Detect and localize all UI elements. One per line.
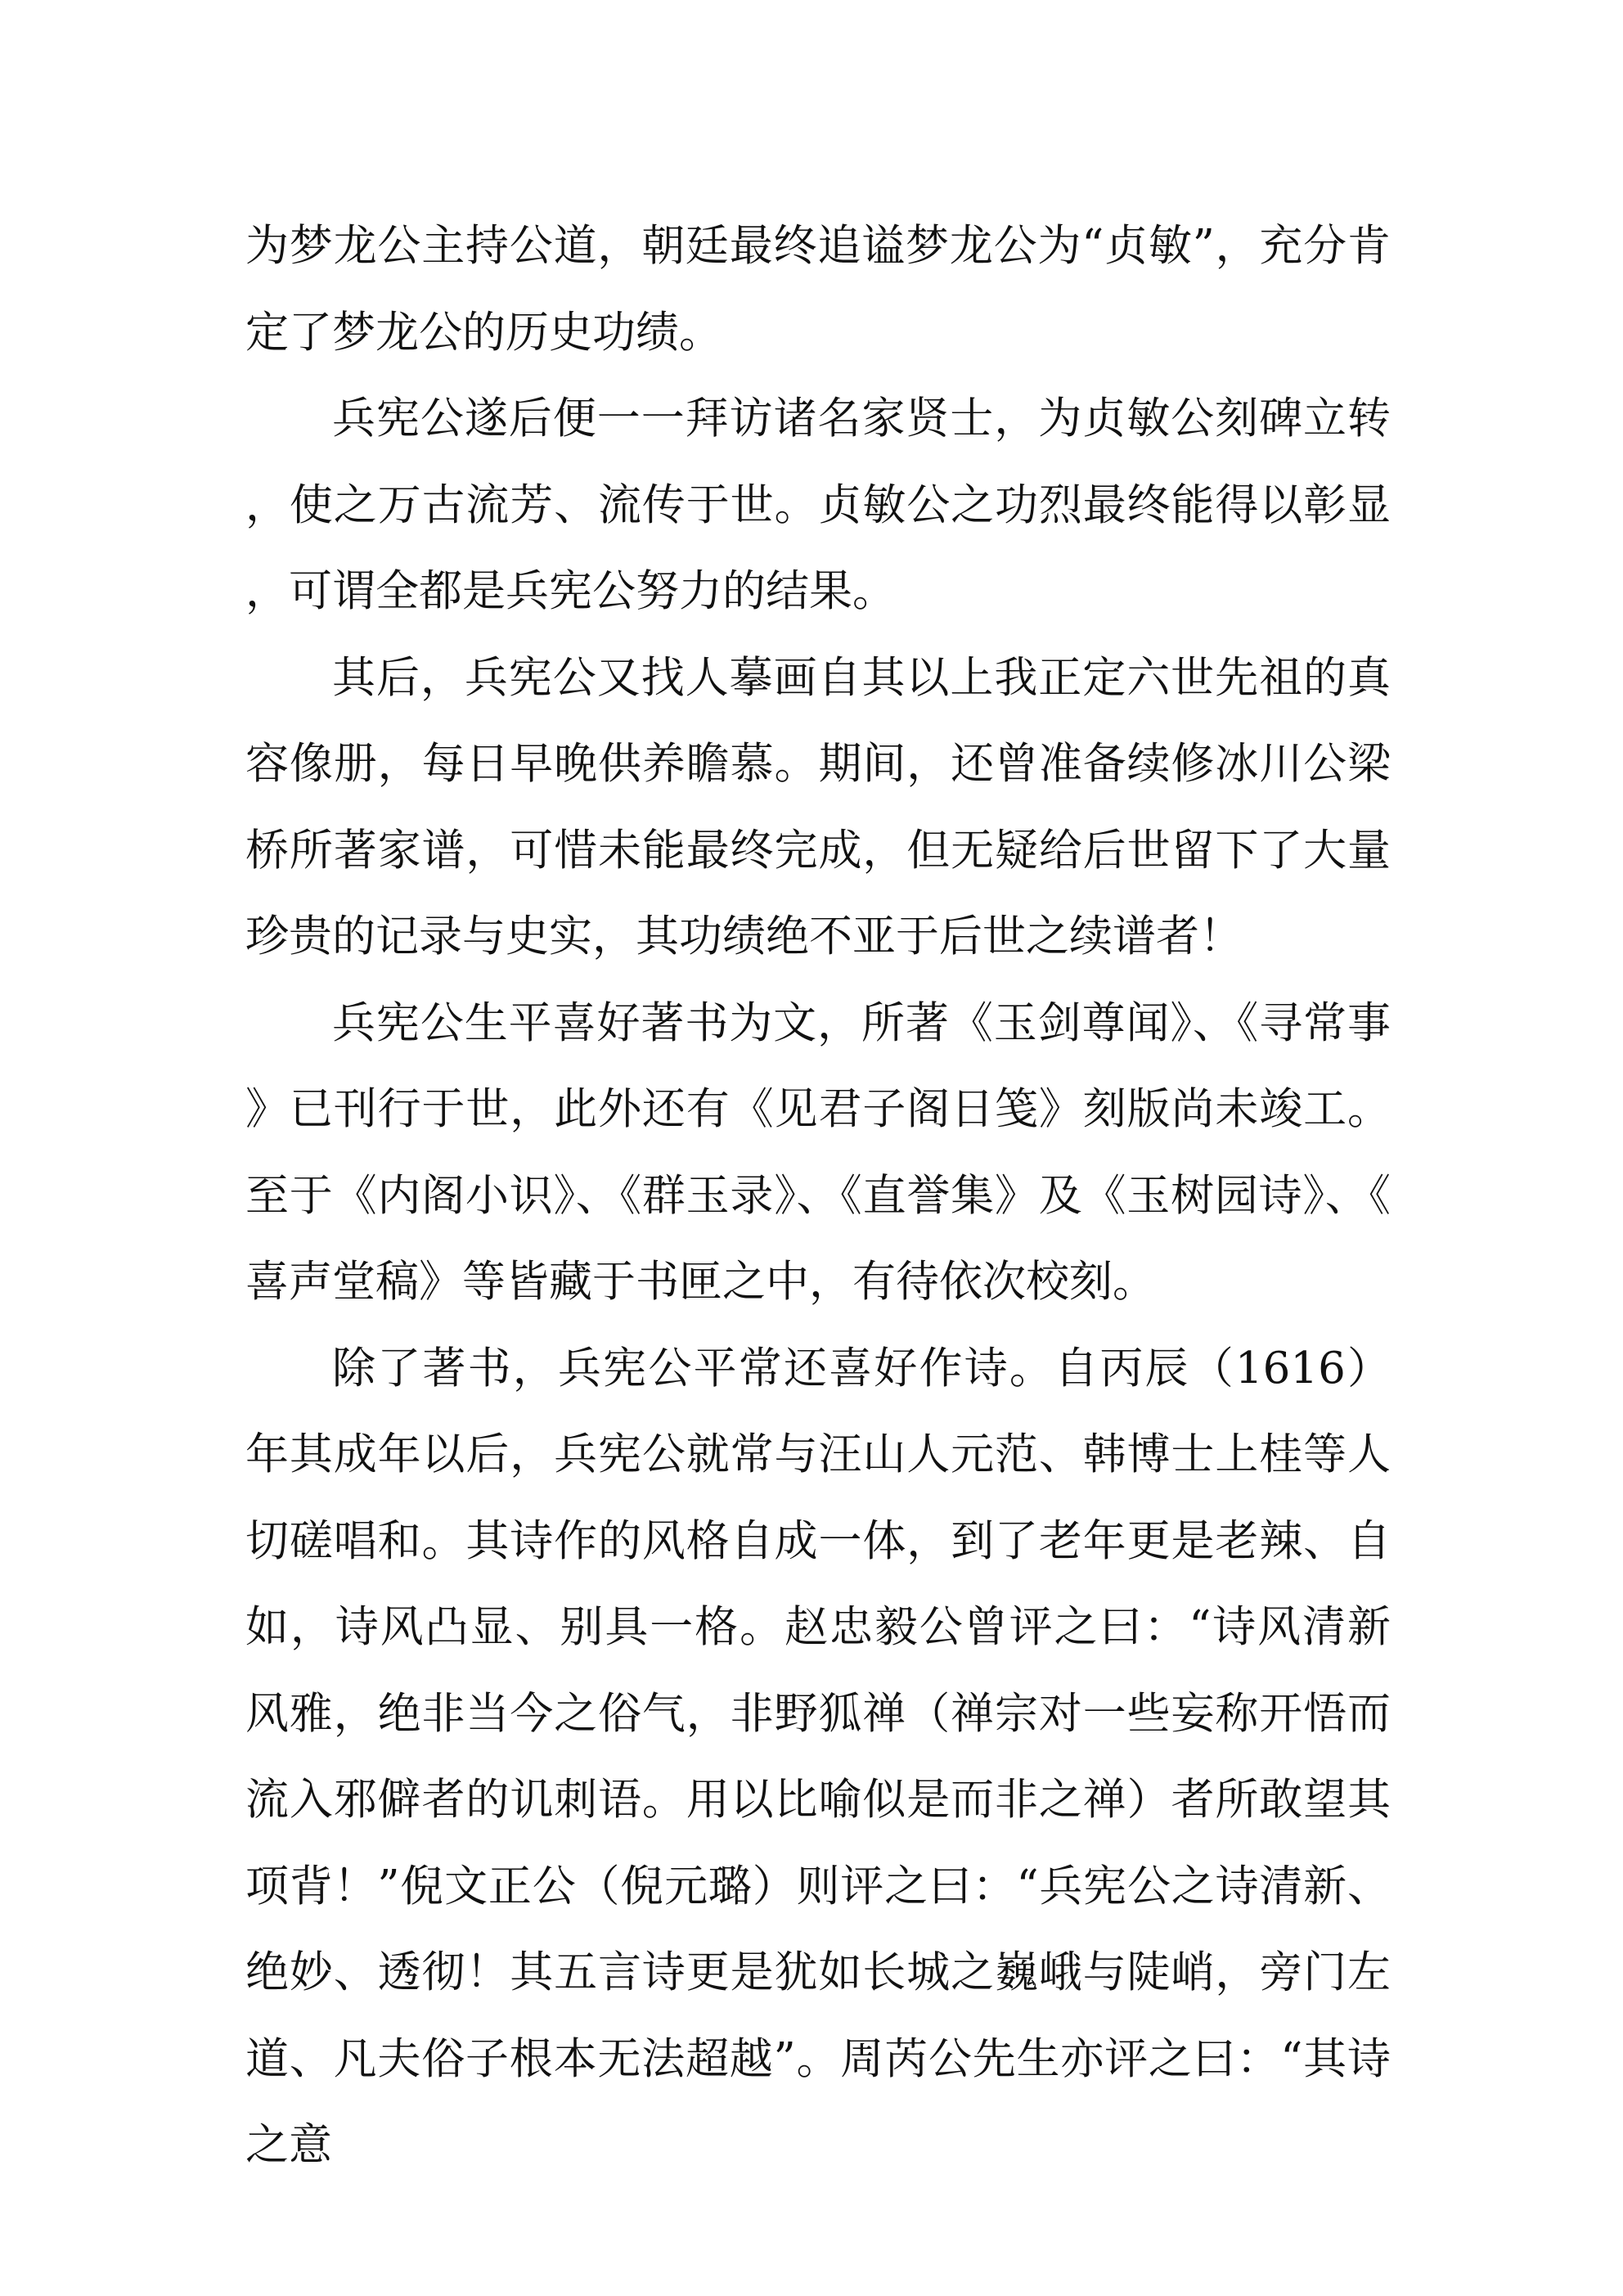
paragraph-poetry: 除了著书，兵宪公平常还喜好作诗。自丙辰（1616）年其成年以后，兵宪公就常与汪山人元范、韩博士上桂等人切磋唱和。其诗作的风格自成一体，到了老年更是老辣、自如，诗风凸显、别具一格。赵忠毅公曾评之曰：“诗风清新风雅，绝非当今之俗气，非野狐禅（禅宗对一些妄称开悟而流入邪僻者的讥刺语。用以比喻似是而非之禅）者所敢望其项背！”倪文正公（倪元璐）则评之曰：“兵宪公之诗清新、绝妙、透彻！其五言诗更是犹如长城之巍峨与陡峭，旁门左道、凡夫俗子根本无法超越”。周芮公先生亦评之曰：“其诗之意: [245, 1343, 1391, 2170]
paragraph-portraits-genealogy: 其后，兵宪公又找人摹画自其以上我正定六世先祖的真容像册，每日早晚供养瞻慕。期间，还曾准备续修冰川公梁桥所著家谱，可惜未能最终完成，但无疑给后世留下了大量珍贵的记录与史实，其功绩绝不亚于后世之续谱者！: [245, 652, 1391, 961]
paragraph-writings: 兵宪公生平喜好著书为文，所著《玉剑尊闻》、《寻常事》已刊行于世，此外还有《见君子阁日笺》刻版尚未竣工。至于《内阁小识》、《群玉录》、《直誉集》及《玉树园诗》、《喜声堂稿》等皆藏于书匣之中，有待依次校刻。: [245, 997, 1391, 1307]
paragraph-visits: 兵宪公遂后便一一拜访诸名家贤士，为贞敏公刻碑立转，使之万古流芳、流传于世。贞敏公之功烈最终能得以彰显，可谓全都是兵宪公努力的结果。: [245, 394, 1391, 616]
paragraph-continuation: 为梦龙公主持公道，朝廷最终追谥梦龙公为“贞敏”，充分肯定了梦龙公的历史功绩。: [245, 221, 1391, 358]
document-body: [245, 203, 1391, 2189]
